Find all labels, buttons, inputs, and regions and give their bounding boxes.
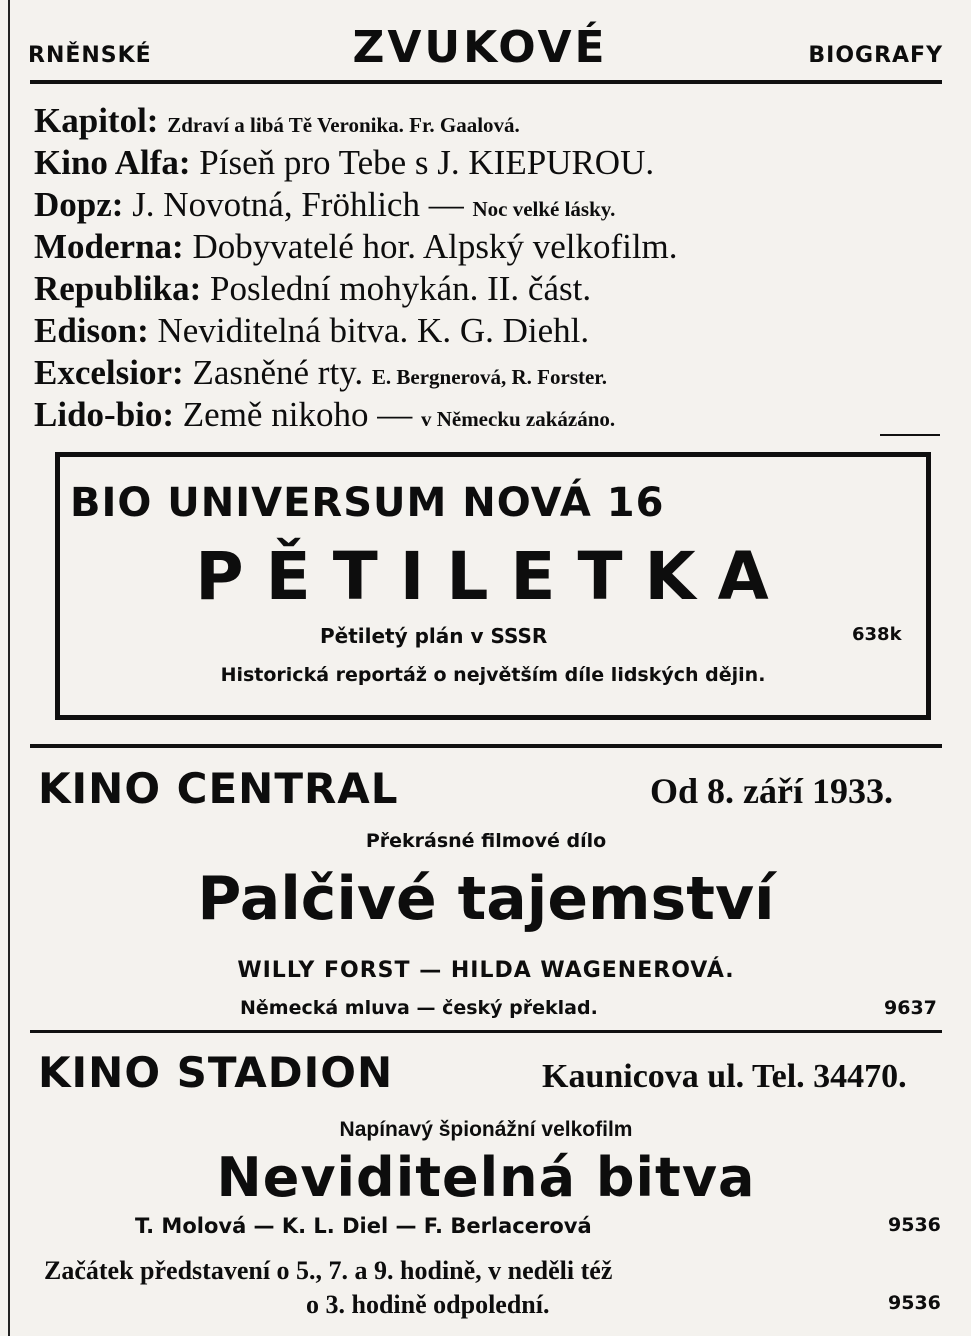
venue-name: Edison: [34, 311, 149, 350]
stadion-intro: Napínavý špionážní velkofilm [339, 1118, 633, 1141]
page-header [28, 22, 943, 82]
film-title: Zasněné rty. [192, 353, 364, 392]
film-title: Poslední mohykán. II. část. [210, 269, 592, 308]
stadion-schedule-2: o 3. hodině odpolední. [306, 1290, 550, 1319]
film-title: Neviditelná bitva. K. G. Diehl. [157, 311, 590, 350]
central-code: 9637 [884, 997, 937, 1019]
listing-row [34, 268, 946, 310]
section-rule [30, 744, 942, 748]
listing-row [34, 352, 946, 394]
universum-code: 638k [852, 624, 902, 645]
universum-title: PĚTILETKA [195, 538, 791, 615]
section-rule [30, 1030, 942, 1033]
header-left: RNĚNSKÉ [28, 43, 152, 68]
stadion-cast-code: 9536 [888, 1214, 941, 1236]
venue-name: Lido-bio: [34, 395, 175, 434]
film-note: Zdraví a libá Tě Veronika. Fr. Gaalová. [167, 113, 520, 137]
universum-heading: BIO UNIVERSUM NOVÁ 16 [70, 480, 665, 526]
stadion-schedule-1: Začátek představení o 5., 7. a 9. hodině, v neděli též [44, 1256, 613, 1285]
venue-name: Kapitol: [34, 101, 159, 140]
stadion-schedule-code: 9536 [888, 1292, 941, 1314]
stadion-title: Neviditelná bitva [216, 1146, 756, 1209]
universum-subtitle: Pětiletý plán v SSSR [320, 624, 548, 648]
film-title: J. Novotná, Fröhlich — [132, 185, 464, 224]
header-rule [30, 80, 942, 84]
film-note: Noc velké lásky. [472, 197, 616, 221]
film-title: Země nikoho — [182, 395, 413, 434]
stadion-address: Kaunicova ul. Tel. 34470. [542, 1058, 907, 1095]
listing-row [34, 100, 946, 142]
universum-tagline: Historická reportáž o největším díle lidských dějin. [220, 664, 766, 686]
listing-end-rule [880, 434, 940, 436]
venue-name: Moderna: [34, 227, 184, 266]
central-name: KINO CENTRAL [38, 764, 399, 813]
stadion-name: KINO STADION [38, 1048, 394, 1097]
central-title: Palčivé tajemství [197, 864, 775, 934]
listing-row [34, 310, 946, 352]
film-note: v Německu zakázáno. [420, 407, 616, 431]
listing-row [34, 184, 946, 226]
listing-row [34, 226, 946, 268]
cinema-listing [34, 100, 946, 436]
central-date: Od 8. září 1933. [650, 771, 893, 811]
film-title: Dobyvatelé hor. Alpský velkofilm. [192, 227, 678, 266]
header-right: BIOGRAFY [808, 43, 943, 68]
venue-name: Excelsior: [34, 353, 184, 392]
stadion-cast: T. Molová — K. L. Diel — F. Berlacerová [135, 1214, 592, 1238]
central-language: Německá mluva — český překlad. [240, 997, 598, 1019]
film-note: E. Bergnerová, R. Forster. [371, 365, 607, 389]
venue-name: Dopz: [34, 185, 124, 224]
central-intro: Překrásné filmové dílo [365, 830, 607, 852]
header-title: ZVUKOVÉ [352, 22, 608, 73]
venue-name: Kino Alfa: [34, 143, 191, 182]
film-title: Píseň pro Tebe s J. KIEPUROU. [199, 143, 655, 182]
venue-name: Republika: [34, 269, 202, 308]
listing-row [34, 394, 946, 436]
left-margin-rule [8, 0, 10, 1336]
central-cast: WILLY FORST — HILDA WAGENEROVÁ. [237, 958, 735, 983]
listing-row [34, 142, 946, 184]
